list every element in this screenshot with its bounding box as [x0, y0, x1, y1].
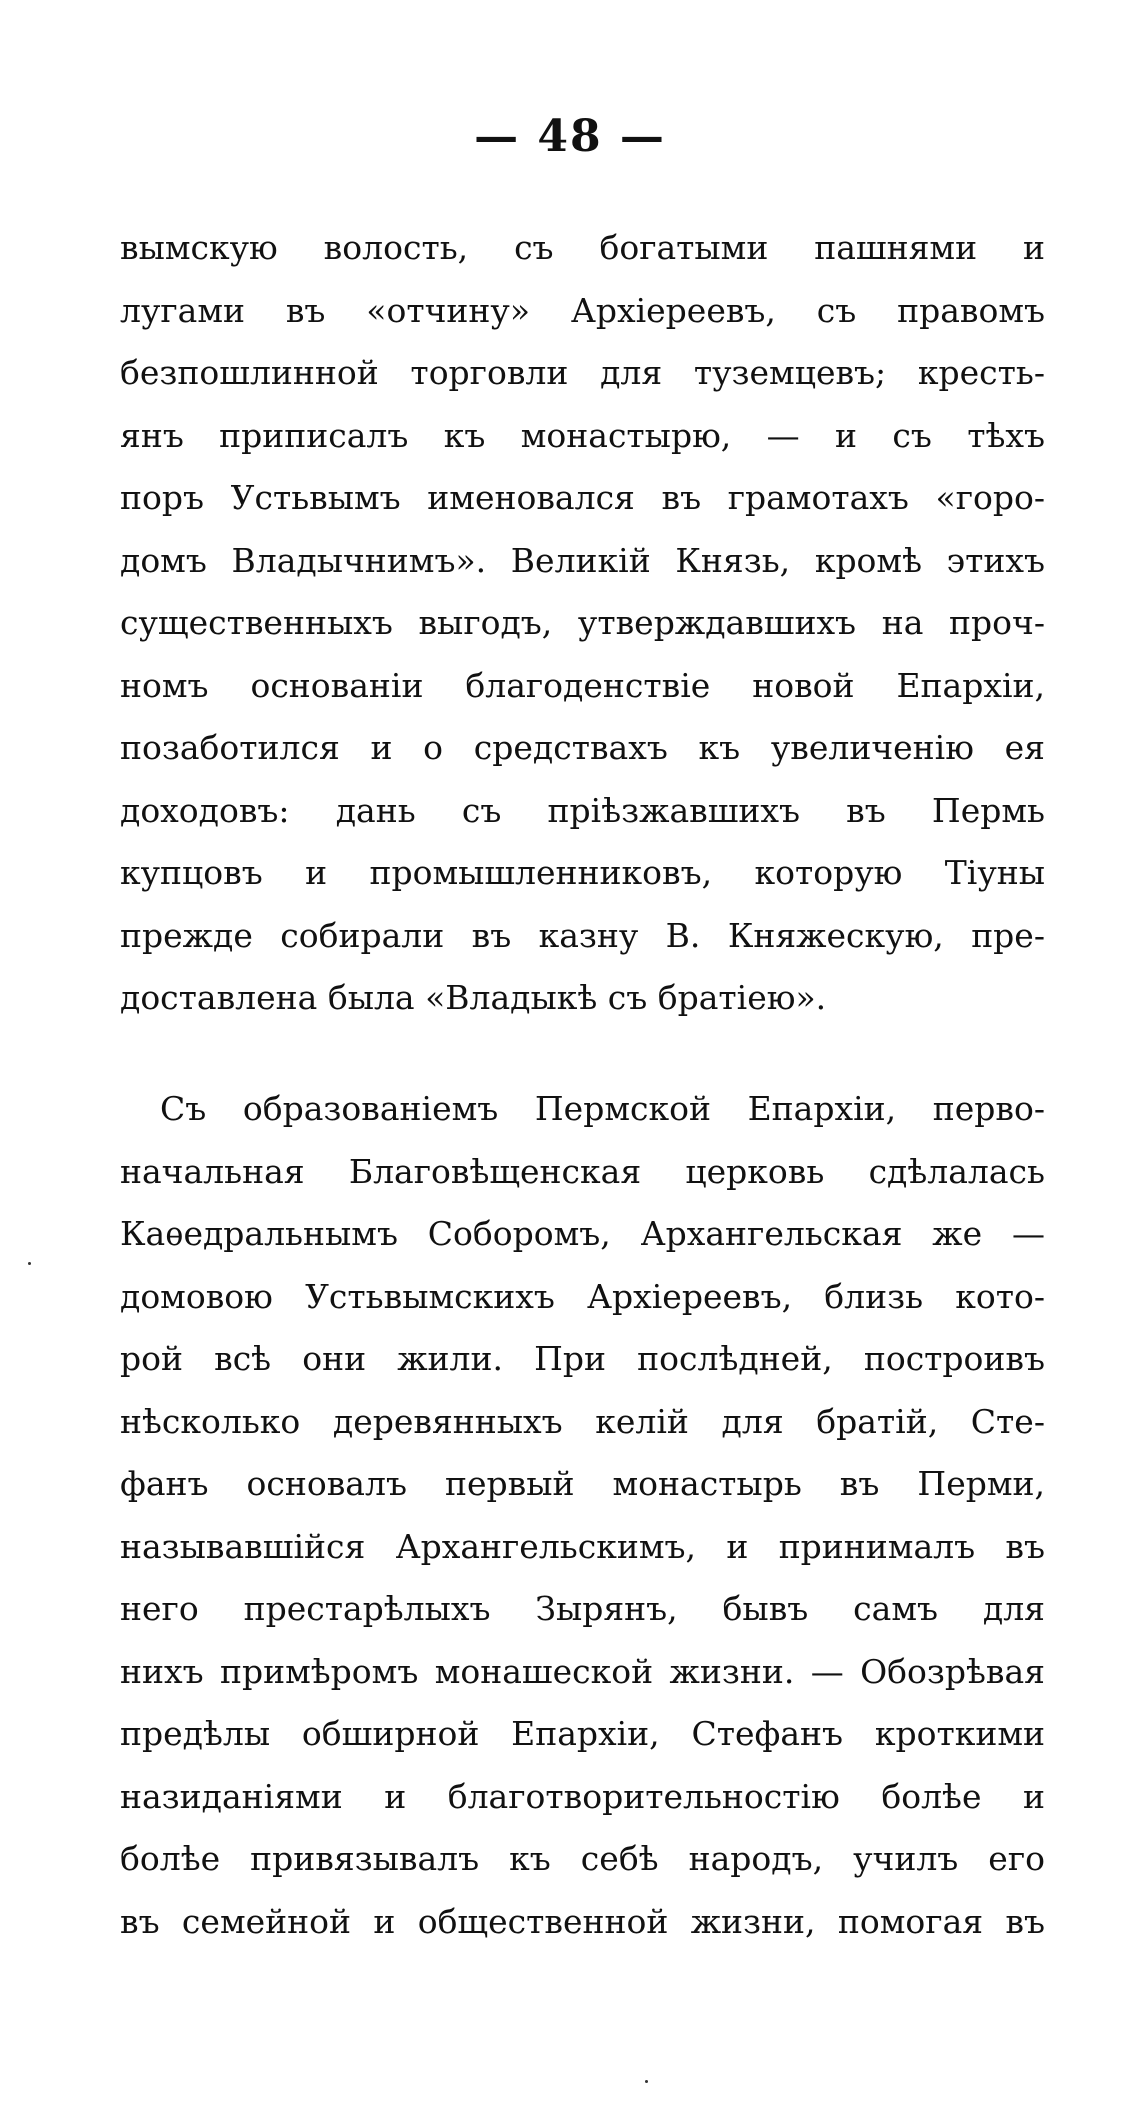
text-line: него престарѣлыхъ Зырянъ, бывъ самъ для	[120, 1589, 1045, 1628]
text-line: номъ основаніи благоденствіе новой Епархіи,	[120, 665, 1045, 705]
scan-speck	[28, 1262, 31, 1265]
text-line: Каѳедральнымъ Соборомъ, Архангельская же —	[120, 1214, 1045, 1253]
text-line: домъ Владычнимъ». Великій Князь, кромѣ этихъ	[120, 540, 1045, 580]
text-line: нѣсколько деревянныхъ келій для братій, Сте-	[120, 1401, 1045, 1441]
text-line: болѣе привязывалъ къ себѣ народъ, училъ его	[120, 1839, 1045, 1878]
text-line: домовою Устьвымскихъ Архіереевъ, близь кото-	[120, 1276, 1045, 1316]
text-line: назиданіями и благотворительностію болѣе и	[120, 1776, 1045, 1816]
text-line: вымскую волость, съ богатыми пашнями и	[120, 228, 1045, 267]
text-line: купцовъ и промышленниковъ, которую Тіуны	[120, 853, 1045, 892]
text-line: позаботился и о средствахъ къ увеличенію ея	[120, 728, 1045, 767]
text-line: въ семейной и общественной жизни, помогая въ	[120, 1901, 1045, 1941]
text-line: прежде собирали въ казну В. Княжескую, пре-	[120, 915, 1045, 955]
text-line: доставлена была «Владыкѣ съ братіею».	[120, 978, 827, 1017]
text-line: существенныхъ выгодъ, утверждавшихъ на проч-	[120, 603, 1045, 642]
paragraph-2	[120, 1078, 1045, 1953]
text-line: называвшійся Архангельскимъ, и принималъ въ	[120, 1526, 1045, 1566]
text-line: лугами въ «отчину» Архіереевъ, съ правомъ	[120, 290, 1045, 330]
text-line: начальная Благовѣщенская церковь сдѣлалась	[120, 1151, 1045, 1191]
text-line: безпошлинной торговли для туземцевъ; кресть-	[120, 353, 1045, 392]
text-line: предѣлы обширной Епархіи, Стефанъ кроткими	[120, 1714, 1045, 1753]
text-line: поръ Устьвымъ именовался въ грамотахъ «горо-	[120, 478, 1045, 517]
text-line: рой всѣ они жили. При послѣдней, построивъ	[120, 1339, 1045, 1378]
paragraph-1	[120, 217, 1045, 1030]
text-line: доходовъ: дань съ пріѣзжавшихъ въ Пермь	[120, 790, 1045, 830]
text-line: нихъ примѣромъ монашеской жизни. — Обозрѣвая	[120, 1651, 1045, 1691]
scan-speck	[645, 2080, 648, 2083]
text-line: фанъ основалъ первый монастырь въ Перми,	[120, 1464, 1045, 1503]
text-line: янъ приписалъ къ монастырю, — и съ тѣхъ	[120, 415, 1045, 455]
page-number: — 48 —	[474, 111, 666, 162]
text-line: Съ образованіемъ Пермской Епархіи, перво-	[160, 1089, 1045, 1128]
